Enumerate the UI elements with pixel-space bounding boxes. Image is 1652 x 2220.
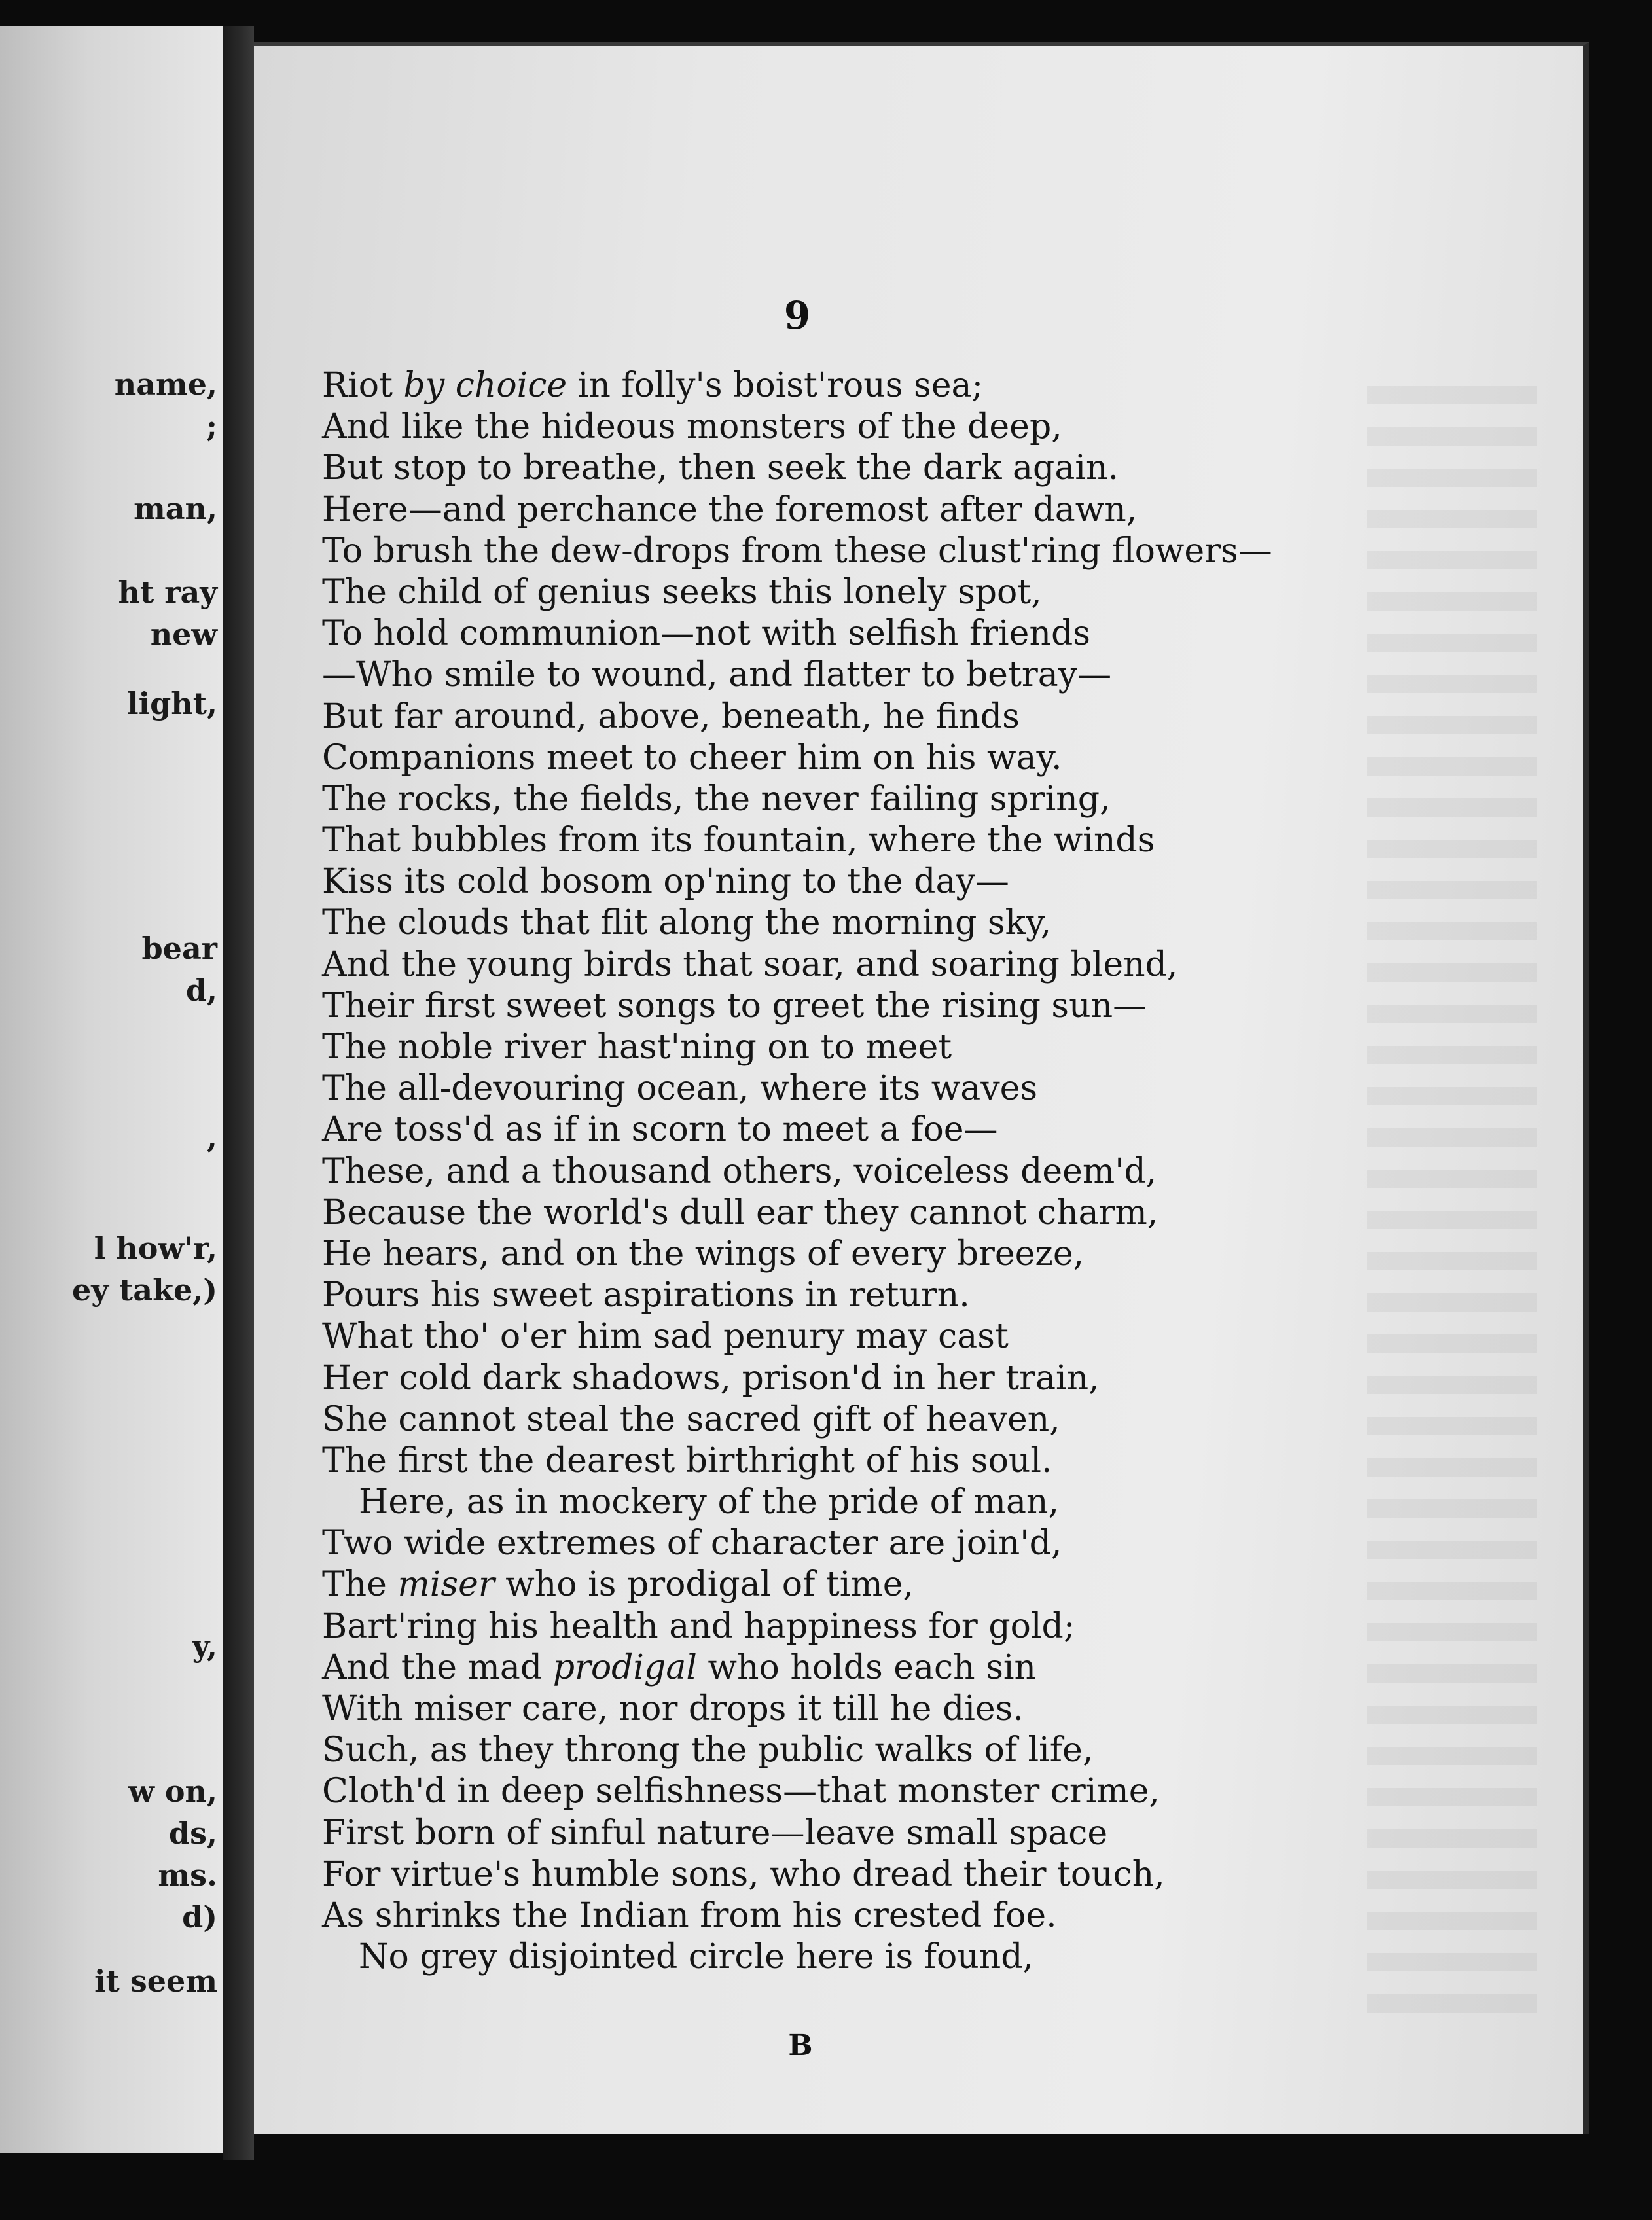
poem-line: Here, as in mockery of the pride of man,	[359, 1482, 1060, 1522]
left-fragment: ht ray	[118, 575, 217, 610]
poem-line: That bubbles from its fountain, where the winds	[322, 821, 1155, 861]
poem-text	[322, 365, 1272, 1978]
poem-line: Cloth'd in deep selfishness—that monster crime,	[322, 1772, 1160, 1812]
left-fragment: name,	[114, 367, 217, 402]
poem-line: Bart'ring his health and happiness for gold;	[322, 1606, 1075, 1646]
poem-line: Because the world's dull ear they cannot charm,	[322, 1192, 1158, 1232]
poem-line: What tho' o'er him sad penury may cast	[322, 1317, 1009, 1357]
left-fragment: light,	[127, 686, 217, 721]
poem-line: Kiss its cold bosom op'ning to the day—	[322, 862, 1009, 902]
poem-line: With miser care, nor drops it till he dies.	[322, 1689, 1024, 1728]
poem-line: Are toss'd as if in scorn to meet a foe—	[322, 1110, 998, 1150]
poem-line: The miser who is prodigal of time,	[322, 1565, 914, 1605]
poem-line: To hold communion—not with selfish friends	[322, 614, 1090, 654]
poem-line: And the young birds that soar, and soaring blend,	[322, 944, 1178, 984]
left-fragment: d,	[185, 973, 217, 1008]
poem-line: As shrinks the Indian from his crested foe.	[322, 1895, 1057, 1935]
left-fragment: w on,	[128, 1774, 217, 1809]
poem-line: And like the hideous monsters of the deep,	[322, 407, 1062, 447]
poem-line: These, and a thousand others, voiceless deem'd,	[322, 1151, 1157, 1191]
poem-line: And the mad prodigal who holds each sin	[322, 1647, 1037, 1687]
signature-mark: B	[788, 2029, 813, 2062]
poem-line: She cannot steal the sacred gift of heaven,	[322, 1399, 1060, 1439]
left-fragment: man,	[134, 491, 217, 526]
left-page	[0, 26, 223, 2153]
poem-line: But stop to breathe, then seek the dark again.	[322, 448, 1119, 488]
poem-line: Two wide extremes of character are join'd,	[322, 1524, 1062, 1564]
left-fragment: ds,	[168, 1816, 217, 1851]
poem-line: For virtue's humble sons, who dread their touch,	[322, 1854, 1165, 1894]
poem-line: —Who smile to wound, and flatter to betray—	[322, 655, 1112, 695]
left-fragment: y,	[192, 1628, 217, 1664]
poem-line: The clouds that flit along the morning sky,	[322, 903, 1052, 943]
left-fragment: l how'r,	[94, 1230, 217, 1266]
book-spine	[223, 26, 254, 2160]
page-number: 9	[783, 293, 811, 338]
poem-line: The child of genius seeks this lonely spot,	[322, 572, 1042, 612]
left-fragment: new	[150, 617, 217, 652]
poem-line: First born of sinful nature—leave small space	[322, 1813, 1108, 1853]
poem-line: Riot by choice in folly's boist'rous sea;	[322, 366, 983, 405]
poem-line: To brush the dew-drops from these clust'ring flowers—	[322, 531, 1272, 571]
poem-line: The first the dearest birthright of his soul.	[322, 1441, 1052, 1480]
left-fragment: d)	[182, 1899, 217, 1935]
poem-line: Here—and perchance the foremost after dawn,	[322, 490, 1138, 529]
poem-line: Pours his sweet aspirations in return.	[322, 1276, 970, 1316]
left-fragment: ;	[206, 408, 217, 444]
poem-line: Her cold dark shadows, prison'd in her train,	[322, 1358, 1100, 1398]
left-fragment: ,	[206, 1119, 217, 1155]
left-fragment: ms.	[158, 1857, 217, 1893]
right-page	[254, 42, 1589, 2134]
poem-line: The all-devouring ocean, where its waves	[322, 1069, 1038, 1109]
left-fragment: ey take,)	[72, 1272, 217, 1308]
poem-line: Companions meet to cheer him on his way.	[322, 738, 1062, 778]
poem-line: Their first sweet songs to greet the rising sun—	[322, 986, 1147, 1026]
left-fragment: it seem	[94, 1963, 217, 1999]
poem-line: The rocks, the fields, the never failing spring,	[322, 779, 1111, 819]
poem-line: No grey disjointed circle here is found,	[359, 1937, 1034, 1977]
poem-line: The noble river hast'ning on to meet	[322, 1028, 952, 1067]
bleed-through-text	[1367, 386, 1537, 2022]
poem-line: He hears, and on the wings of every breeze,	[322, 1234, 1085, 1274]
poem-line: But far around, above, beneath, he finds	[322, 696, 1020, 736]
left-fragment: bear	[141, 931, 217, 966]
poem-line: Such, as they throng the public walks of life,	[322, 1730, 1094, 1770]
